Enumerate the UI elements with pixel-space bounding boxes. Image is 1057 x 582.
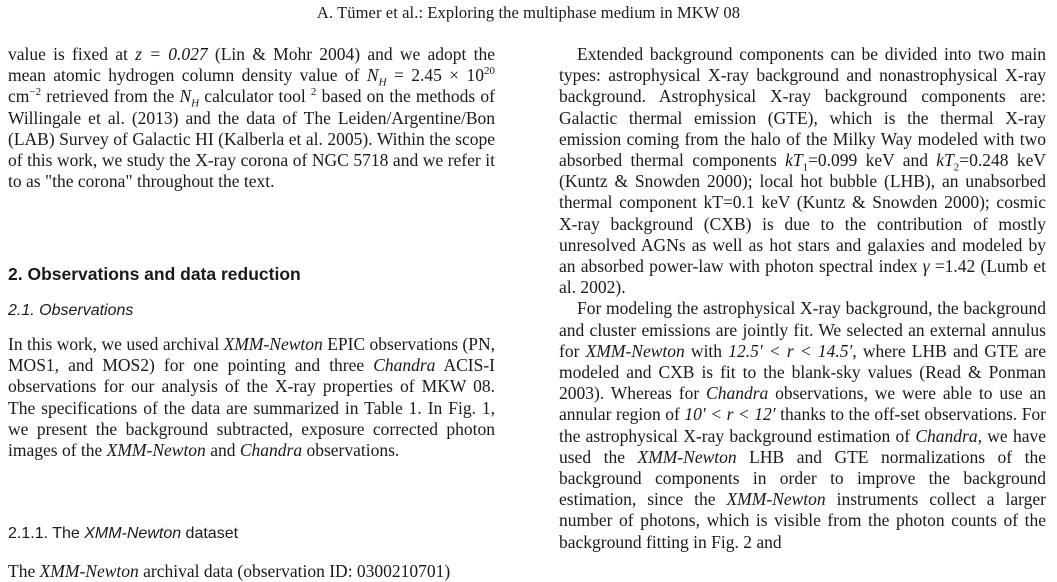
- running-header: A. Tümer et al.: Exploring the multiphase medium in MKW 08: [316, 3, 741, 22]
- observations-paragraph: In this work, we used archival XMM-Newton EPIC observations (PN, MOS1, and MOS2) for one pointing and three Chandra ACIS-I observations for our analysis of the X-ray properties of MKW 08. The specifications of the data are summarized in Table 1. In Fig. 1, we present the background subtracted, exposure corrected photon images of the XMM-Newton and Chandra observations.: [8, 334, 495, 461]
- right-column: [559, 44, 1046, 553]
- intro-paragraph: value is fixed at z = 0.027 (Lin & Mohr 2004) and we adopt the mean atomic hydrogen column density value of $N_H = 2.45 \times 10^{20}$ $cm^{-2}$ retrieved from the $N_H$ calculator tool $^2$ based on the methods of Willingale et al. (2013) and the data of The Leiden/Argentine/Bon (LAB) Survey of Galactic HI (Kalberla et al. 2005). Within the scope of this work, we study the X-ray corona of NGC 5718 and we refer it to as "the corona" throughout the text.: [8, 44, 496, 192]
- subsection-title: 2.1. Observations: [8, 302, 134, 319]
- background-modeling-paragraph: For modeling the astrophysical X-ray background, the background and cluster emissions are jointly fit. We selected an external annulus for XMM-Newton with 12.5′ < r < 14.5′, where LHB and GTE are modeled and CXB is fit to the blank-sky values (Read & Ponman 2003). Whereas for Chandra observations, we were able to use an annular region of 10′ < r < 12′ thanks to the off-set observations. For the astrophysical X-ray background estimation of Chandra, we have used the XMM-Newton LHB and GTE normalizations of the background components in order to improve the background estimation, since the XMM-Newton instruments collect a larger number of photons, which is visible from the photon counts of the background fitting in Fig. 2 and: [559, 298, 1047, 552]
- background-components-paragraph: Extended background components can be divided into two main types: astrophysical X-ray background and nonastrophysical X-ray background. Astrophysical X-ray background components are: Galactic thermal emission (GTE), which is the thermal X-ray emission coming from the halo of the Milky Way modeled with two absorbed thermal components $kT_1=0.099$ keV and $kT_2=0.248$ keV (Kuntz & Snowden 2000); local hot bubble (LHB), an unabsorbed thermal component kT=0.1 keV (Kuntz & Snowden 2000); cosmic X-ray background (CXB) is due to the contribution of mostly unresolved AGNs as well as hot stars and galaxies and modeled by an absorbed power-law with photon spectral index γ =1.42 (Lumb et al. 2002).: [559, 44, 1046, 298]
- subsubsection-title: 2.1.1. The XMM-Newton dataset: [8, 525, 239, 542]
- footnote-marker: 2: [310, 86, 317, 99]
- dataset-paragraph: The XMM-Newton archival data (observation ID: 0300210701): [8, 561, 451, 581]
- section-title: 2. Observations and data reduction: [8, 264, 301, 284]
